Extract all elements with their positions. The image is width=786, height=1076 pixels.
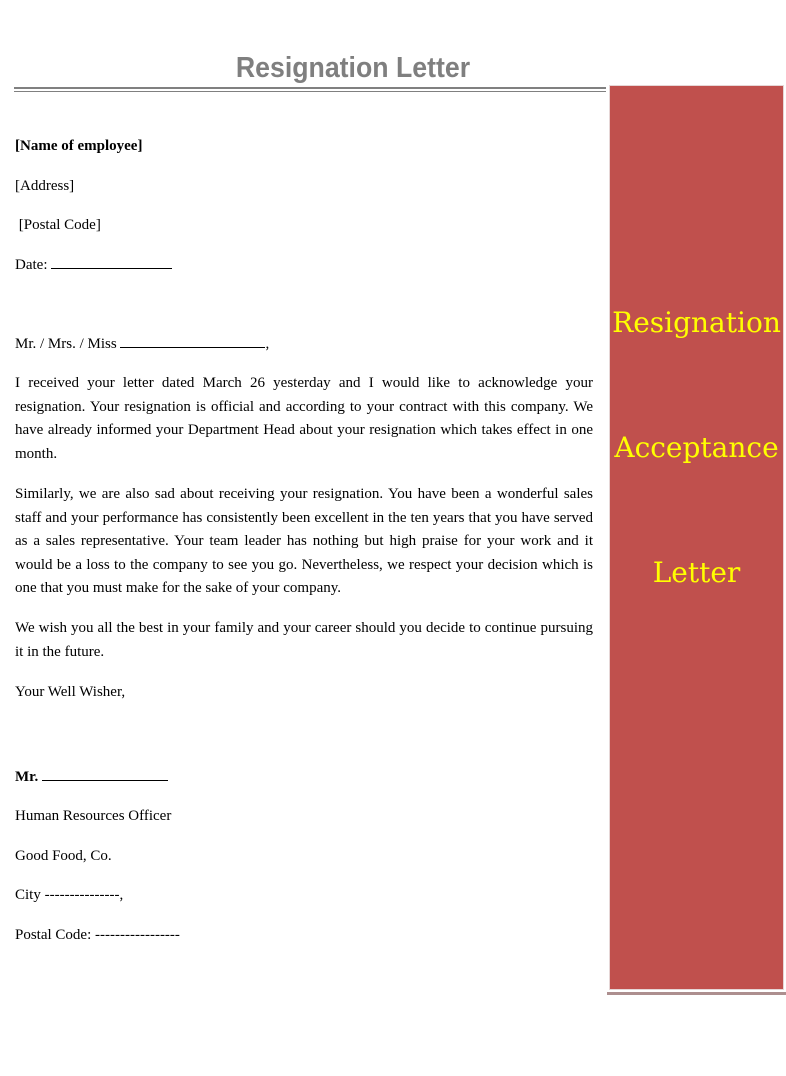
salutation-line: [15, 332, 269, 356]
signature-company: Good Food, Co.: [15, 848, 112, 864]
date-blank[interactable]: [51, 254, 172, 269]
paragraph-2: Similarly, we are also sad about receiving your resignation. You have been a wonderful sales staff and your performance has consistently been excellent in the ten years that you have served as a sales representative. Your team leader has nothing but high praise for your work and it would be a loss to the company to see you go. Nevertheless, we respect your decision which is one that you must make for the sake of your company.: [15, 486, 593, 597]
signature-position: Human Resources Officer: [15, 808, 172, 824]
paragraph-3: We wish you all the best in your family and your career should you decide to continue pursuing it in the future.: [15, 620, 593, 660]
title-rule-bottom: [14, 91, 606, 92]
sidebar-word-acceptance: Acceptance: [614, 431, 779, 464]
sidebar-word-resignation: Resignation: [612, 306, 781, 339]
closing: Your Well Wisher,: [15, 684, 126, 700]
document-title: Resignation Letter: [235, 52, 471, 84]
signature-postal-code: Postal Code: -----------------: [15, 927, 180, 943]
employee-name: [Name of employee]: [15, 138, 143, 154]
employee-address: [Address]: [15, 178, 75, 194]
signature-name-line: [15, 765, 168, 789]
sidebar-word-letter: Letter: [652, 556, 741, 589]
title-rule-top: [14, 87, 606, 89]
signature-name-label: Mr.: [15, 769, 42, 785]
sidebar-underline: [607, 992, 786, 995]
employee-postal-code: [Postal Code]: [15, 217, 101, 233]
salutation-comma: ,: [265, 336, 270, 352]
date-line: [15, 253, 172, 277]
recipient-blank[interactable]: [120, 333, 265, 348]
sidebar-banner: [609, 85, 784, 990]
salutation-text: Mr. / Mrs. / Miss: [15, 336, 121, 352]
date-label: Date:: [15, 257, 52, 273]
signature-city: City ---------------,: [15, 887, 124, 903]
signature-name-blank[interactable]: [42, 766, 168, 781]
paragraph-1: I received your letter dated March 26 yesterday and I would like to acknowledge your resignation. Your resignation is official and according to your contract with this company. We have already informed your Department Head about your resignation which takes effect in one month.: [15, 375, 593, 462]
